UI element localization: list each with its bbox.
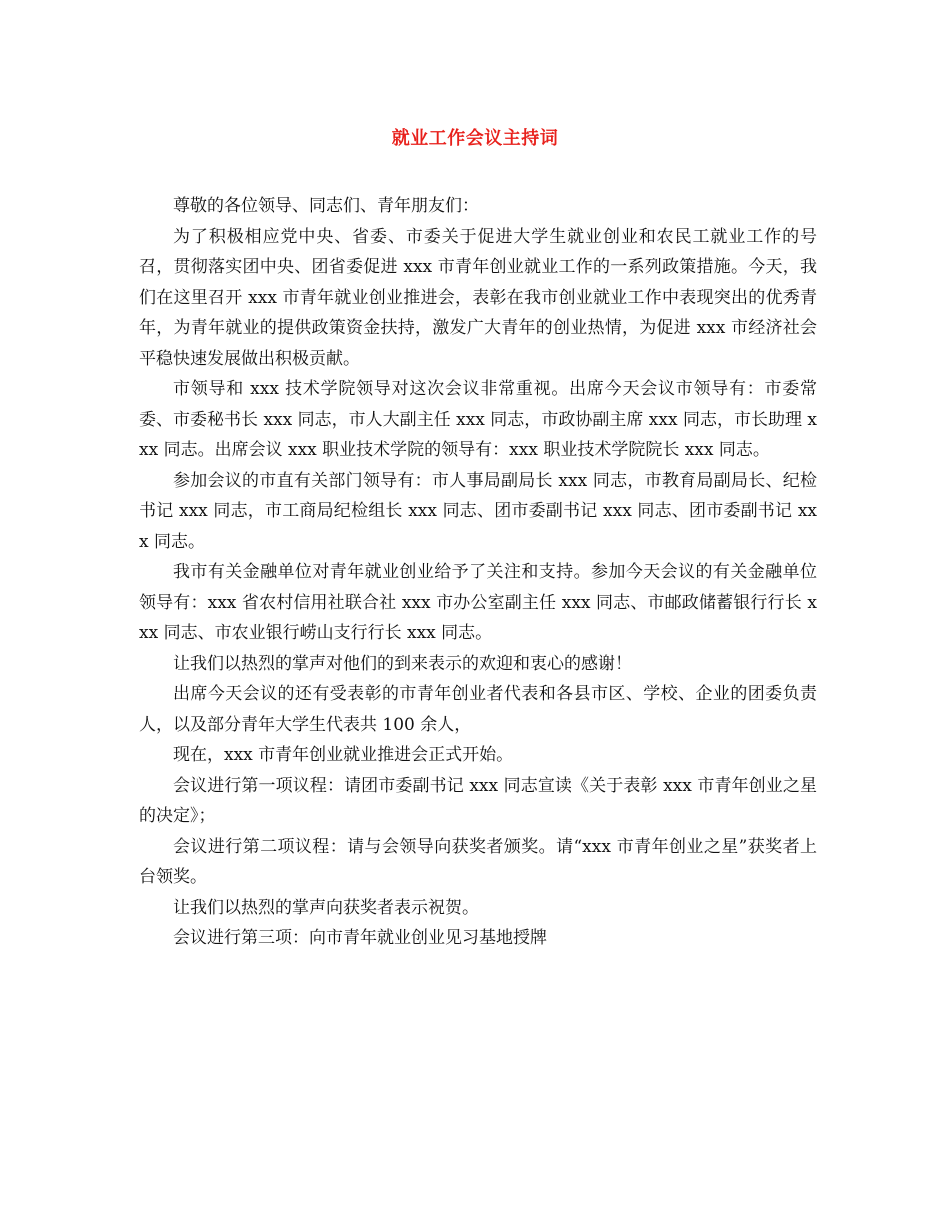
paragraph-department-leaders: 参加会议的市直有关部门领导有：市人事局副局长 xxx 同志，市教育局副局长、纪检书记 xxx 同志，市工商局纪检组长 xxx 同志、团市委副书记 xxx 同志、团市委副书记 xxx 同志。 — [139, 470, 817, 552]
paragraph-financial-units: 我市有关金融单位对青年就业创业给予了关注和支持。参加今天会议的有关金融单位领导有：xxx 省农村信用社联合社 xxx 市办公室副主任 xxx 同志、市邮政储蓄银行行长 xxx 同志、市农业银行崂山支行行长 xxx 同志。 — [139, 562, 817, 643]
paragraph-agenda-item-3: 会议进行第三项：向市青年就业创业见习基地授牌 — [173, 928, 547, 948]
document-title: 就业工作会议主持词 — [391, 128, 559, 149]
paragraph-greeting: 尊敬的各位领导、同志们、青年朋友们： — [173, 196, 479, 216]
paragraph-city-leaders: 市领导和 xxx 技术学院领导对这次会议非常重视。出席今天会议市领导有：市委常委、市委秘书长 xxx 同志，市人大副主任 xxx 同志，市政协副主席 xxx 同志，市长助理 xxx 同志。出席会议 xxx 职业技术学院的领导有：xxx 职业技术学院院长 xxx 同志。 — [139, 379, 817, 460]
paragraph-agenda-item-1: 会议进行第一项议程：请团市委副书记 xxx 同志宣读《关于表彰 xxx 市青年创业之星的决定》； — [139, 775, 817, 826]
paragraph-opening: 为了积极相应党中央、省委、市委关于促进大学生就业创业和农民工就业工作的号召，贯彻落实团中央、团省委促进 xxx 市青年创业就业工作的一系列政策措施。今天，我们在这里召开 xxx 市青年就业创业推进会，表彰在我市创业就业工作中表现突出的优秀青年，为青年就业的提供政策资金扶持，激发广大青年的创业热情，为促进 xxx 市经济社会平稳快速发展做出积极贡献。 — [139, 226, 817, 369]
paragraph-agenda-item-2: 会议进行第二项议程：请与会领导向获奖者颁奖。请“xxx 市青年创业之星”获奖者上台领奖。 — [139, 836, 817, 887]
paragraph-attendees: 出席今天会议的还有受表彰的市青年创业者代表和各县市区、学校、企业的团委负责人，以及部分青年大学生代表共 100 余人， — [139, 684, 817, 735]
document-body — [139, 191, 817, 954]
paragraph-applause-welcome: 让我们以热烈的掌声对他们的到来表示的欢迎和衷心的感谢！ — [173, 653, 632, 674]
paragraph-applause-congrats: 让我们以热烈的掌声向获奖者表示祝贺。 — [173, 897, 479, 918]
paragraph-meeting-start: 现在，xxx 市青年创业就业推进会正式开始。 — [173, 745, 514, 765]
